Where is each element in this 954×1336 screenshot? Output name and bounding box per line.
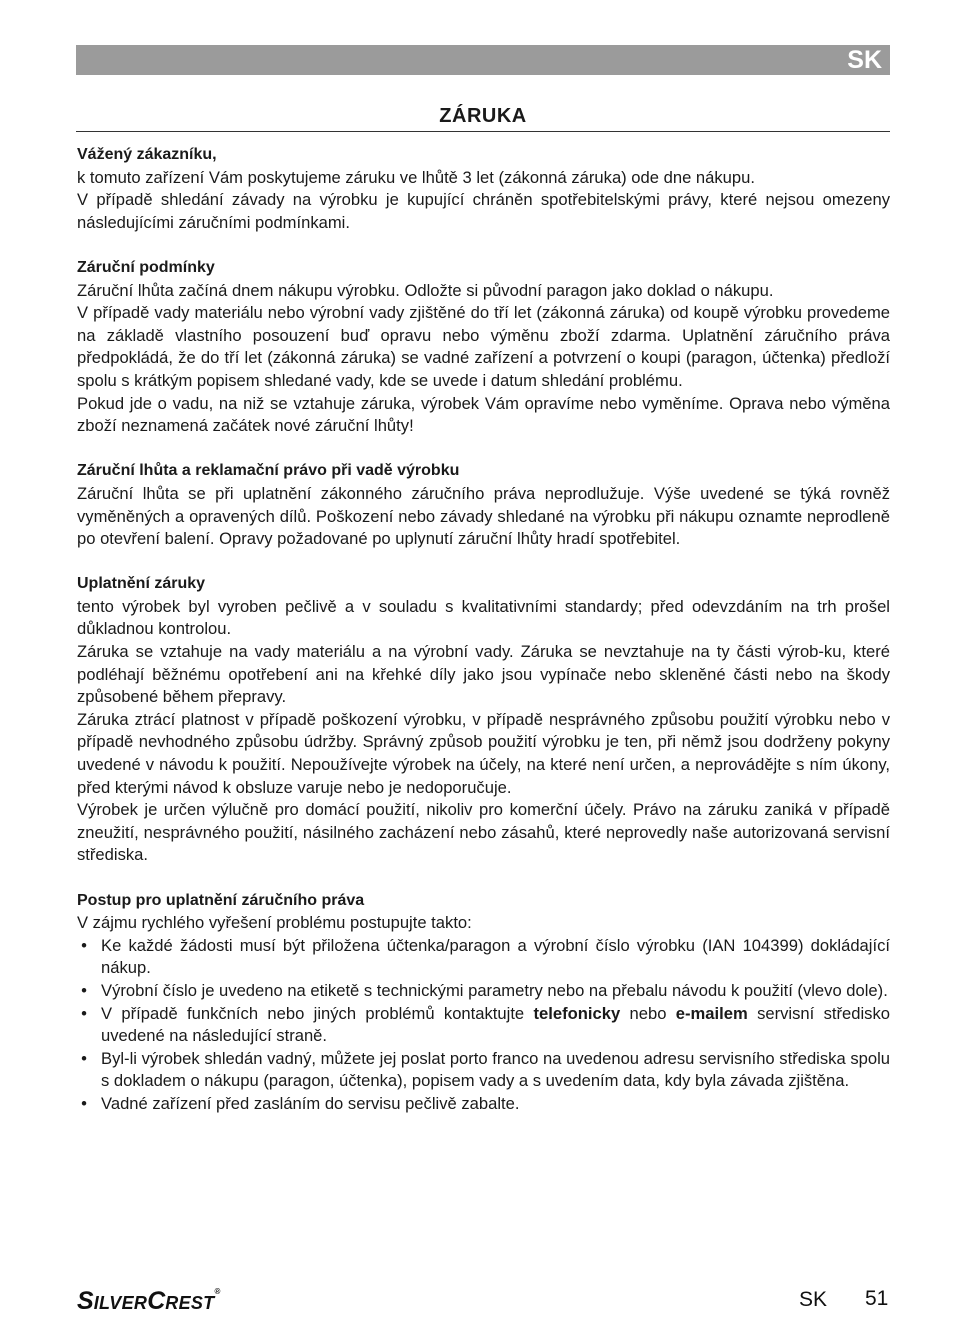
intro-paragraph-1: k tomuto zařízení Vám poskytujeme záruku ve lhůtě 3 let (zákonná záruka) ode dne nákupu. xyxy=(77,167,755,187)
footer-language-code: SK xyxy=(799,1288,828,1311)
intro-heading: Vážený zákazníku, xyxy=(77,146,217,163)
list-item-text: Výrobní číslo je uvedeno na etiketě s technickými parametry nebo na přebalu návodu k použití (vlevo dole). xyxy=(101,980,888,1000)
list-item-text: Byl-li výrobek shledán vadný, můžete jej poslat porto franco na uvedenou adresu servisního střediska spolu s dokladem o nákupu (paragon, účtenka), popisem vady a s uvedením data, kdy byla závada zjištěna. xyxy=(101,1048,890,1091)
conditions-heading: Záruční podmínky xyxy=(77,258,215,276)
list-item-text-start: V případě funkčních nebo jiných problémů kontaktujte xyxy=(101,1003,534,1023)
claim-paragraph-3: Záruka ztrácí platnost v případě poškození výrobku, v případě nesprávného způsobu použití výrobku nebo v případě nevhodného způsobu údržby. Správný způsob použití výrobku je ten, při němž jsou dodrženy pokyny uvedené v návodu k použití. Nepoužívejte výrobek na účely, na které není určen, a neprovádějte s ním úkony, před kterými návod k obsluze varuje nebo je nedoporučuje. xyxy=(77,709,890,797)
list-item-emphasis-phone: telefonicky xyxy=(533,1003,621,1023)
claim-heading: Uplatnění záruky xyxy=(77,575,206,593)
spacer xyxy=(77,867,890,890)
bullet-icon: • xyxy=(81,1003,87,1023)
spacer xyxy=(77,551,890,574)
bullet-icon: • xyxy=(81,980,87,1000)
title-divider xyxy=(76,131,890,132)
list-item-emphasis-email: e-mailem xyxy=(675,1003,748,1023)
conditions-paragraph-3: Pokud jde o vadu, na niž se vztahuje záruka, výrobek Vám opravíme nebo vyměníme. Oprava nebo výměna zboží neznamená začátek nové záruční lhůty! xyxy=(77,393,890,436)
language-code: SK xyxy=(847,46,882,74)
bullet-icon: • xyxy=(81,1048,87,1068)
claim-paragraph-1: tento výrobek byl vyroben pečlivě a v souladu s kvalitativními standardy; před odevzdáním na trh prošel důkladnou kontrolou. xyxy=(77,596,890,639)
spacer xyxy=(77,234,890,257)
list-item-text-end: servisní středisko uvedené na následující straně. xyxy=(101,1003,890,1046)
page-title: ZÁRUKA xyxy=(439,105,527,127)
list-item xyxy=(77,980,890,1003)
procedure-paragraph-1: V zájmu rychlého vyřešení problému postupujte takto: xyxy=(77,913,472,933)
claim-paragraph-2: Záruka se vztahuje na vady materiálu a na výrobní vady. Záruka se nevztahuje na ty části výrob-ku, které podléhají běžnému opotřebení ani na křehké díly jako jsou vypínače nebo skleněné části nebo na škody způsobené během přepravy. xyxy=(77,642,890,707)
language-header-bar xyxy=(76,45,890,75)
procedure-heading: Postup pro uplatnění záručního práva xyxy=(77,891,365,909)
procedure-list xyxy=(77,935,890,1116)
bullet-icon: • xyxy=(81,1093,87,1113)
spacer xyxy=(77,438,890,461)
warranty-content xyxy=(77,144,890,1116)
bullet-icon: • xyxy=(81,935,87,955)
period-heading: Záruční lhůta a reklamační právo při vadě výrobku xyxy=(77,462,460,480)
list-item-text: Vadné zařízení před zasláním do servisu pečlivě zabalte. xyxy=(101,1093,520,1113)
list-item xyxy=(77,1048,890,1093)
intro-paragraph-2: V případě shledání závady na výrobku je kupující chráněn spotřebitelskými právy, které nejsou omezeny následujícími záručními podmínkami. xyxy=(77,190,890,232)
conditions-paragraph-1: Záruční lhůta začíná dnem nákupu výrobku. Odložte si původní paragon jako doklad o nákupu. xyxy=(77,280,774,300)
list-item-text: Ke každé žádosti musí být přiložena účtenka/paragon a výrobní číslo výrobku (IAN 104399) dokládající nákup. xyxy=(101,935,890,978)
list-item xyxy=(77,935,890,980)
claim-paragraph-4: Výrobek je určen výlučně pro domácí použití, nikoliv pro komerční účely. Právo na záruku zaniká v případě zneužití, nesprávného použití, násilného zacházení nebo zásahů, které neprovedly naše autorizovaná servisní střediska. xyxy=(77,800,890,865)
list-item-text-middle: nebo xyxy=(620,1003,676,1023)
list-item xyxy=(77,1003,890,1048)
list-item xyxy=(77,1093,890,1116)
conditions-paragraph-2: V případě vady materiálu nebo výrobní vady zjištěné do tří let (zákonná záruka) od koupě výrobku provedeme na základě vlastního posouzení buď opravu nebo výměnu zboží zdarma. Uplatnění záručního práva předpokládá, že do tří let (zákonná záruka) se vadné zařízení a potvrzení o koupi (paragon, účtenka) předloží spolu s krátkým popisem shledané vady, kde se uvede i datum shledání problému. xyxy=(77,303,890,390)
page-number: 51 xyxy=(865,1287,889,1310)
silvercrest-logo: SILVERCREST® xyxy=(77,1287,221,1315)
period-paragraph-1: Záruční lhůta se při uplatnění zákonného záručního práva neprodlužuje. Výše uvedené se týká rovněž vyměněných a opravených dílů. Poškození nebo závady shledané na výrobku při nákupu oznamte neprodleně po otevření balení. Opravy požadované po uplynutí záruční lhůty hradí spotřebitel. xyxy=(77,483,890,549)
